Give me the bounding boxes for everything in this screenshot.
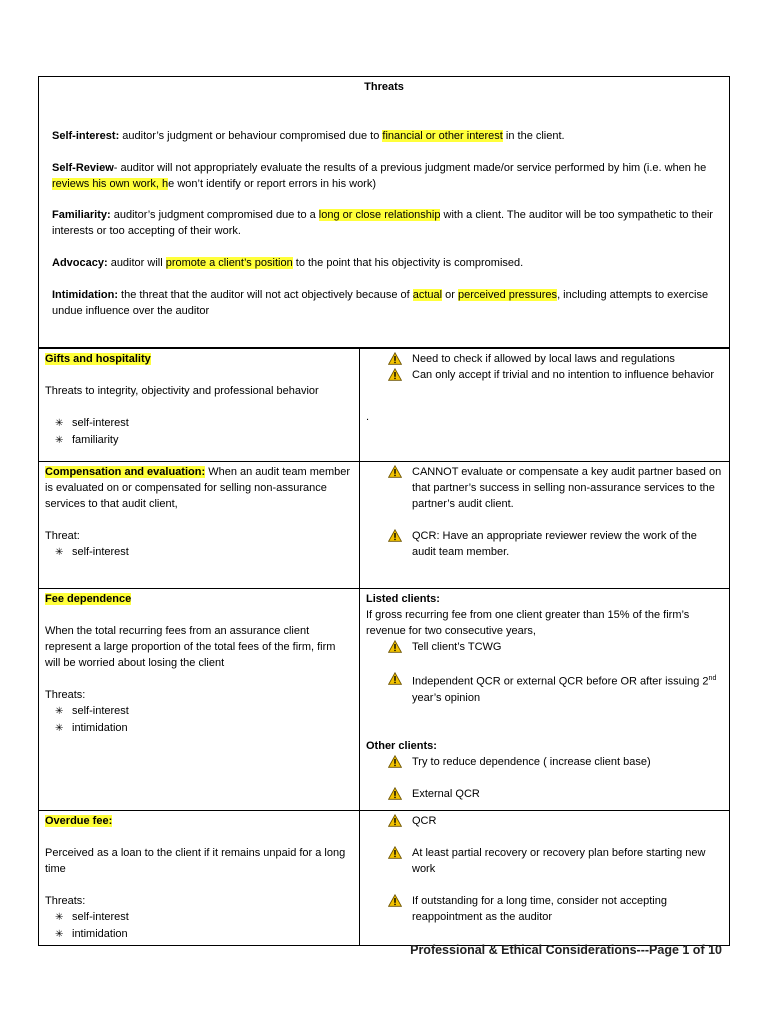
threat-item: ✳ self-interest xyxy=(45,415,353,432)
action-item: QCR: Have an appropriate reviewer review the work of the audit team member. xyxy=(366,528,723,560)
table-row-fee-dependence xyxy=(39,589,730,811)
warning-triangle-icon xyxy=(388,465,402,478)
threat-label: Threat: xyxy=(45,530,80,542)
table-row-overdue-fee xyxy=(39,811,730,946)
threat-item: ✳ self-interest xyxy=(45,909,353,926)
action-item: Can only accept if trivial and no intention to influence behavior xyxy=(366,367,723,383)
overdue-left-cell xyxy=(39,811,360,946)
threat-label: Threats: xyxy=(45,689,86,701)
snowflake-bullet-icon: ✳ xyxy=(55,723,64,734)
threat-item: ✳ familiarity xyxy=(45,432,353,449)
self-review-para: Self-Review- auditor will not appropriately evaluate the results of a previous judgment made/or service performed by him (i.e. when he reviews his own work, he won’t identify or report errors in his work) xyxy=(52,162,707,190)
warning-triangle-icon xyxy=(388,846,402,859)
fee-right-cell xyxy=(360,589,730,811)
compensation-right-cell xyxy=(360,462,730,589)
threat-item: ✳ self-interest xyxy=(45,544,353,561)
warning-triangle-icon xyxy=(388,640,402,653)
page-footer: Professional & Ethical Considerations---Page 1 of 10 xyxy=(410,943,722,957)
table-row-compensation xyxy=(39,462,730,589)
overdue-right-cell xyxy=(360,811,730,946)
action-item: Tell client’s TCWG xyxy=(366,639,723,655)
gifts-desc: Threats to integrity, objectivity and professional behavior xyxy=(45,385,319,397)
warning-triangle-icon xyxy=(388,672,402,685)
self-interest-para: Self-interest: auditor’s judgment or behaviour compromised due to financial or other interest in the client. xyxy=(52,130,565,142)
fee-desc: When the total recurring fees from an assurance client represent a large proportion of the total fees of the firm, firm will be worried about losing the client xyxy=(45,625,336,669)
threats-title: Threats xyxy=(364,81,404,93)
intimidation-para: Intimidation: the threat that the auditor will not act objectively because of actual or perceived pressures, including attempts to exercise undue influence over the auditor xyxy=(52,289,709,317)
action-item: Try to reduce dependence ( increase client base) xyxy=(366,754,723,770)
threat-label: Threats: xyxy=(45,895,86,907)
warning-triangle-icon xyxy=(388,894,402,907)
threat-item: ✳ intimidation xyxy=(45,926,353,943)
threat-item: ✳ intimidation xyxy=(45,720,353,737)
stray-dot: . xyxy=(366,411,370,423)
warning-triangle-icon xyxy=(388,352,402,365)
action-item: Independent QCR or external QCR before OR after issuing 2nd year’s opinion xyxy=(366,671,723,706)
snowflake-bullet-icon: ✳ xyxy=(55,547,64,558)
warning-triangle-icon xyxy=(388,787,402,800)
advocacy-para: Advocacy: auditor will promote a client’s position to the point that his objectivity is compromised. xyxy=(52,257,524,269)
action-item: Need to check if allowed by local laws and regulations xyxy=(366,351,723,367)
threat-item: ✳ self-interest xyxy=(45,703,353,720)
compensation-left-cell xyxy=(39,462,360,589)
familiarity-para: Familiarity: auditor’s judgment compromised due to a long or close relationship with a client. The auditor will be too sympathetic to their interests or too accepting of their work. xyxy=(52,209,713,237)
gifts-heading: Gifts and hospitality xyxy=(45,353,151,365)
other-clients-label: Other clients: xyxy=(366,739,437,752)
gifts-right-cell xyxy=(360,349,730,462)
snowflake-bullet-icon: ✳ xyxy=(55,912,64,923)
action-item: External QCR xyxy=(366,786,723,802)
warning-triangle-icon xyxy=(388,368,402,381)
snowflake-bullet-icon: ✳ xyxy=(55,929,64,940)
snowflake-bullet-icon: ✳ xyxy=(55,418,64,429)
snowflake-bullet-icon: ✳ xyxy=(55,435,64,446)
action-item: CANNOT evaluate or compensate a key audit partner based on that partner’s success in selling non-assurance services to the partner’s audit client. xyxy=(366,464,723,512)
warning-triangle-icon xyxy=(388,529,402,542)
threats-box xyxy=(38,76,730,348)
compensation-desc: When an audit team member is evaluated on or compensated for selling non-assurance services to that audit client, xyxy=(45,466,351,510)
warning-triangle-icon xyxy=(388,814,402,827)
compensation-heading: Compensation and evaluation: xyxy=(45,466,206,478)
action-item: At least partial recovery or recovery plan before starting new work xyxy=(366,845,723,877)
action-item: If outstanding for a long time, consider not accepting reappointment as the auditor xyxy=(366,893,723,925)
action-item: QCR xyxy=(366,813,723,829)
gifts-left-cell xyxy=(39,349,360,462)
fee-heading: Fee dependence xyxy=(45,593,132,605)
snowflake-bullet-icon: ✳ xyxy=(55,706,64,717)
listed-clients-label: Listed clients: xyxy=(366,593,440,605)
safeguards-table xyxy=(38,348,730,946)
warning-triangle-icon xyxy=(388,755,402,768)
table-row-gifts xyxy=(39,349,730,462)
overdue-heading: Overdue fee: xyxy=(45,815,113,827)
listed-clients-desc: If gross recurring fee from one client greater than 15% of the firm’s revenue for two consecutive years, xyxy=(366,609,690,637)
fee-left-cell xyxy=(39,589,360,811)
overdue-desc: Perceived as a loan to the client if it remains unpaid for a long time xyxy=(45,847,346,875)
